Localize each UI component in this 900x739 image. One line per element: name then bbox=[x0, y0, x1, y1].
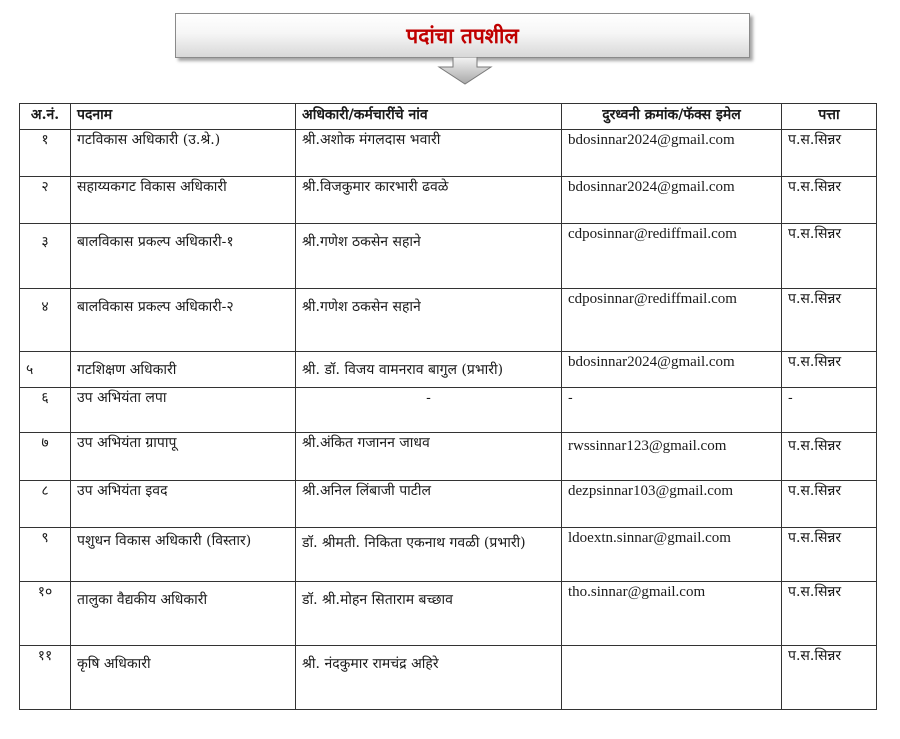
page-title: पदांचा तपशील bbox=[406, 23, 519, 48]
officer-name: श्री. नंदकुमार रामचंद्र अहिरे bbox=[296, 646, 562, 710]
serial-no: १ bbox=[20, 130, 71, 177]
address: प.स.सिन्नर bbox=[782, 433, 877, 481]
officer-name: श्री.गणेश ठकसेन सहाने bbox=[296, 289, 562, 352]
address: प.स.सिन्नर bbox=[782, 528, 877, 582]
officer-name: श्री. डॉ. विजय वामनराव बागुल (प्रभारी) bbox=[296, 352, 562, 388]
address: प.स.सिन्नर bbox=[782, 289, 877, 352]
table-row bbox=[20, 646, 877, 710]
officer-name: श्री.अशोक मंगलदास भवारी bbox=[296, 130, 562, 177]
serial-no: ८ bbox=[20, 481, 71, 528]
address: प.स.सिन्नर bbox=[782, 352, 877, 388]
contact-email: tho.sinnar@gmail.com bbox=[562, 582, 782, 646]
post-title: सहाय्यकगट विकास अधिकारी bbox=[71, 177, 296, 224]
post-title: पशुधन विकास अधिकारी (विस्तार) bbox=[71, 528, 296, 582]
serial-no: २ bbox=[20, 177, 71, 224]
address: प.स.सिन्नर bbox=[782, 582, 877, 646]
contact-email: bdosinnar2024@gmail.com bbox=[562, 177, 782, 224]
officer-name: श्री.गणेश ठकसेन सहाने bbox=[296, 224, 562, 289]
officer-name: श्री.विजकुमार कारभारी ढवळे bbox=[296, 177, 562, 224]
header-serial-no: अ.नं. bbox=[20, 104, 71, 130]
serial-no: ४ bbox=[20, 289, 71, 352]
post-title: उप अभियंता ग्रापापू bbox=[71, 433, 296, 481]
header-address: पत्ता bbox=[782, 104, 877, 130]
table-row bbox=[20, 130, 877, 177]
contact-email: rwssinnar123@gmail.com bbox=[562, 433, 782, 481]
serial-no: ३ bbox=[20, 224, 71, 289]
header-post: पदनाम bbox=[71, 104, 296, 130]
table-header-row bbox=[20, 104, 877, 130]
contact-email: cdposinnar@rediffmail.com bbox=[562, 224, 782, 289]
table-row bbox=[20, 224, 877, 289]
officer-name: डॉ. श्रीमती. निकिता एकनाथ गवळी (प्रभारी) bbox=[296, 528, 562, 582]
address: प.स.सिन्नर bbox=[782, 481, 877, 528]
contact-email: dezpsinnar103@gmail.com bbox=[562, 481, 782, 528]
post-title: उप अभियंता इवद bbox=[71, 481, 296, 528]
post-title: तालुका वैद्यकीय अधिकारी bbox=[71, 582, 296, 646]
serial-no: ५ bbox=[20, 352, 71, 388]
contact-email: bdosinnar2024@gmail.com bbox=[562, 130, 782, 177]
serial-no: ६ bbox=[20, 388, 71, 433]
officer-name: - bbox=[296, 388, 562, 433]
table-row bbox=[20, 177, 877, 224]
title-banner bbox=[175, 13, 750, 58]
address: प.स.सिन्नर bbox=[782, 646, 877, 710]
table-row bbox=[20, 289, 877, 352]
post-title: गटशिक्षण अधिकारी bbox=[71, 352, 296, 388]
contact-email: - bbox=[562, 388, 782, 433]
header-contact: दुरध्वनी क्रमांक/फॅक्स इमेल bbox=[562, 104, 782, 130]
table-row bbox=[20, 582, 877, 646]
header-officer-name: अधिकारी/कर्मचारींचे नांव bbox=[296, 104, 562, 130]
address: प.स.सिन्नर bbox=[782, 130, 877, 177]
contact-email: cdposinnar@rediffmail.com bbox=[562, 289, 782, 352]
serial-no: ७ bbox=[20, 433, 71, 481]
contact-email: ldoextn.sinnar@gmail.com bbox=[562, 528, 782, 582]
down-arrow-icon bbox=[435, 57, 495, 89]
officer-name: श्री.अंकित गजानन जाधव bbox=[296, 433, 562, 481]
posts-table bbox=[19, 103, 877, 710]
address: प.स.सिन्नर bbox=[782, 177, 877, 224]
table-row bbox=[20, 433, 877, 481]
table-row bbox=[20, 352, 877, 388]
address: प.स.सिन्नर bbox=[782, 224, 877, 289]
table-row bbox=[20, 481, 877, 528]
post-title: बालविकास प्रकल्प अधिकारी-२ bbox=[71, 289, 296, 352]
post-title: उप अभियंता लपा bbox=[71, 388, 296, 433]
serial-no: ११ bbox=[20, 646, 71, 710]
address: - bbox=[782, 388, 877, 433]
contact-email: bdosinnar2024@gmail.com bbox=[562, 352, 782, 388]
post-title: बालविकास प्रकल्प अधिकारी-१ bbox=[71, 224, 296, 289]
contact-email bbox=[562, 646, 782, 710]
serial-no: १० bbox=[20, 582, 71, 646]
post-title: गटविकास अधिकारी (उ.श्रे.) bbox=[71, 130, 296, 177]
officer-name: डॉ. श्री.मोहन सिताराम बच्छाव bbox=[296, 582, 562, 646]
table-row bbox=[20, 388, 877, 433]
post-title: कृषि अधिकारी bbox=[71, 646, 296, 710]
table-row bbox=[20, 528, 877, 582]
officer-name: श्री.अनिल लिंबाजी पाटील bbox=[296, 481, 562, 528]
serial-no: ९ bbox=[20, 528, 71, 582]
